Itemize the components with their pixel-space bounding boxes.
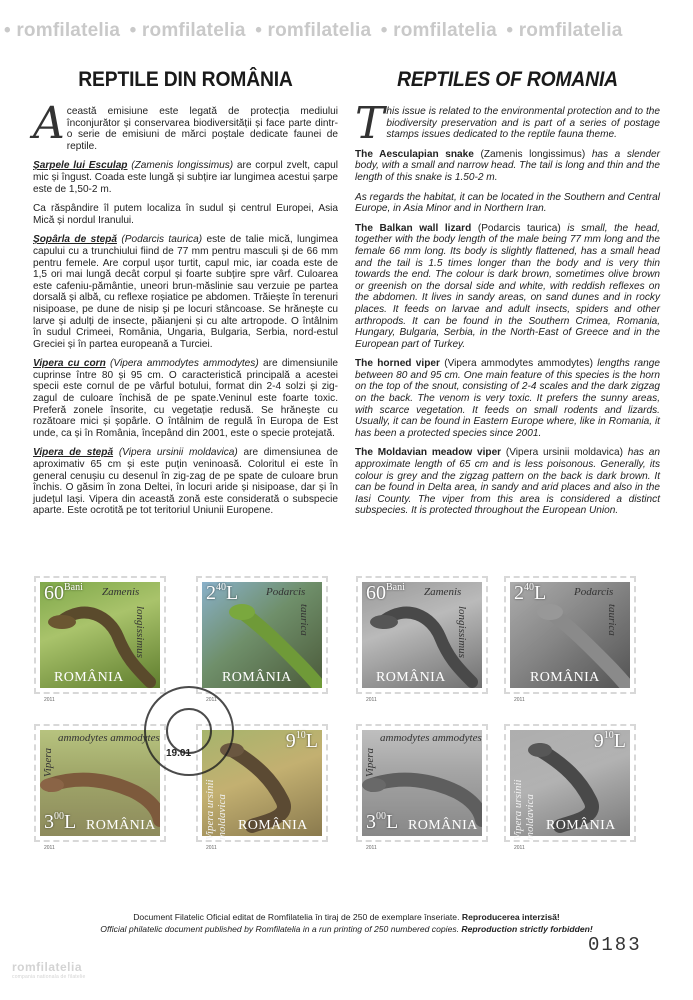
serial-number: 0183 (588, 934, 642, 956)
species-3-ro: Vipera cu corn (Vipera ammodytes ammodytes) are dimensiunile cuprinse între 80 și 95 cm. O caracteristică principală a acestei specii este cornul de pe vârful botului, format din 2-4 solzi și zig-zagul de culoare închisă de pe spate.Veninul este foarte toxic. Preferă zonele însorite, cu vegetație redusă. Se hrănește cu rozătoare mici și șopârle. O întâlnim de regulă în Europa de Est unde, ca și în România, începând din 2001, este o specie protejată. (33, 358, 338, 439)
species-4-ro: Vipera de stepă (Vipera ursinii moldavica) are dimensiunea de aproximativ 65 cm și este puțin veninoasă. Coloritul ei este în general cenușiu cu desenul în zig-zag de pe spate de culoare brun închis. O găsim în zona Deltei, în locuri aride și nisipoase, dar și în județul Iași. Vipera din această zonă este considerată o subspecie aparte. Este ocrotită pe tot teritoriul Uniunii Europene. (33, 447, 338, 517)
watermark-banner (0, 20, 693, 48)
page-title-en: REPTILES OF ROMANIA (397, 68, 618, 91)
species-4-en: The Moldavian meadow viper (Vipera ursinii moldavica) has an approximate length of 65 cm and is less poisonous. Generally, its colour is grey and the zigzag pattern on the back is dark brown. It can be found in Delta area, in sandy and arid places and also in the Iasi County. The viper from this area is considered a distinct subspecies. It is protected throughout the European Union. (355, 447, 660, 517)
dropcap-en: T (355, 98, 385, 149)
watermark-text: • romfilatelia (506, 20, 623, 41)
intro-en: This issue is related to the environmental protection and to the biodiversity preservation and is part of a series of postage stamps issues dedicated to the reptile fauna theme. (355, 98, 660, 149)
stamp-block-bw (356, 576, 656, 856)
footer-notice (0, 912, 693, 936)
stamp-zamenis-bw: $60^{Bani}$ Zamenis longissimus ROMÂNIA 2011 (356, 576, 488, 694)
stamp-block-color (34, 576, 334, 856)
footer-en: Official philatelic document published by Romfilatelia in a run printing of 250 numbered copies. Reproduction strictly forbidden! (100, 924, 593, 934)
species-1-habitat-ro: Ca răspândire îl putem localiza în sudul și centrul Europei, Asia Mică și nordul Iranului. (33, 203, 338, 226)
dropcap-ro: A (33, 98, 65, 149)
species-1-habitat-en: As regards the habitat, it can be located in the Southern and Central Europe, in Asia Minor and in Northern Iran. (355, 191, 660, 215)
stamp-zamenis: $60^{Bani}$ Zamenis longissimus ROMÂNIA 2011 (34, 576, 166, 694)
watermark-text: • romfilatelia (4, 20, 121, 41)
watermark-text: • romfilatelia (380, 20, 497, 41)
postmark-date: 19.01 (166, 748, 192, 759)
stamp-vipera-ammodytes: Vipera ammodytes ammodytes $3^{00}L$ ROMÂNIA 2011 (34, 724, 166, 842)
stamp-podarcis-bw: $2^{40}L$ Podarcis taurica ROMÂNIA 2011 (504, 576, 636, 694)
watermark-text: • romfilatelia (129, 20, 246, 41)
stamp-vipera-ursinii: $9^{10}L$ Vipera ursinii moldavica ROMÂNIA 2011 (196, 724, 328, 842)
species-1-ro: Șarpele lui Esculap (Zamenis longissimus) are corpul zvelt, capul mic și îngust. Coada este lungă și subțire iar lungimea acestui șarpe este de 1,50-2 m. (33, 160, 338, 195)
species-2-en: The Balkan wall lizard (Podarcis taurica) is small, the head, together with the body length of the male being 77 mm long and the female 66 mm long. Its body is slightly flattened, has a small head and the tail is 1.5 times longer than the body and is very thin towards the end. The colour is dark brown, sometimes olive brown or greenish on the dorsal side and white, with reddish reflexes on the abdomen. It lives in sandy areas, on sand dunes and in rocky places. It feeds on larvae and adult insects, spiders and other arthropods. It can be found in the Southern Crimea, Romania, Hungary, Bulgaria, Serbia, in the North-East of Greece and in the European part of Turkey. (355, 222, 660, 350)
footer-ro: Document Filatelic Oficial editat de Romfilatelia în tiraj de 250 de exemplare înseriate. Reproducerea interzisă! (133, 912, 560, 922)
intro-ro: Această emisiune este legată de protecția mediului înconjurător și conservarea biodiversității și face parte dintr-o serie de emisiuni de mărci poștale dedicate faunei de reptile. (33, 98, 338, 152)
species-3-en: The horned viper (Vipera ammodytes ammodytes) lengths range between 80 and 95 cm. One main feature of this species is the horn on the top of the snout, consisting of 2-4 scales and the dark zigzag on the back. The venom is very toxic. It prefers the sunny areas, with scarce vegetation. It feeds on small rodents and lizards. Usually, it can be found in Eastern Europe where, like in Romania, it has been a protected species since 2001. (355, 358, 660, 439)
romfilatelia-logo: romfilatelia compania nationala de filatelie (12, 960, 86, 980)
stamp-podarcis: $2^{40}L$ Podarcis taurica ROMÂNIA 2011 (196, 576, 328, 694)
stamp-vipera-ursinii-bw: $9^{10}L$ Vipera ursinii moldavica ROMÂNIA 2011 (504, 724, 636, 842)
species-2-ro: Șopârla de stepă (Podarcis taurica) este de talie mică, lungimea capului cu a trunchiului fiind de 77 mm pentru masculi și de 66 mm pentru femele. Are corpul ușor turtit, capul mic, iar coada este de 1,5 ori mai lungă decât corpul și foarte subțire spre vârf. Culoarea este cafeniu-pământie, uneori brun-măslinie sau verzuie pe partea dorsală și albă, cu reflexe roșiatice pe abdomen. Trăiește în terenuri nisipoase, pe dune de nisip și pe locuri stâncoase. Se hrănește cu larve și adulți de insecte, păianjeni și cu alte artropode. O întâlnim în sudul Crimeei, România, Ungaria, Bulgaria, Serbia, nord-estul Greciei și în partea europeană a Turciei. (33, 234, 339, 350)
species-1-en: The Aesculapian snake (Zamenis longissimus) has a slender body, with a small and narrow head. The tail is long and thin and the length of this snake is 1.50-2 m. (355, 148, 660, 183)
romanian-column (33, 68, 338, 525)
english-column (355, 68, 660, 525)
page-title-ro: REPTILE DIN ROMÂNIA (78, 68, 293, 91)
watermark-text: • romfilatelia (255, 20, 372, 41)
stamp-vipera-ammodytes-bw: Vipera ammodytes ammodytes $3^{00}L$ ROMÂNIA 2011 (356, 724, 488, 842)
postmark (144, 686, 234, 776)
